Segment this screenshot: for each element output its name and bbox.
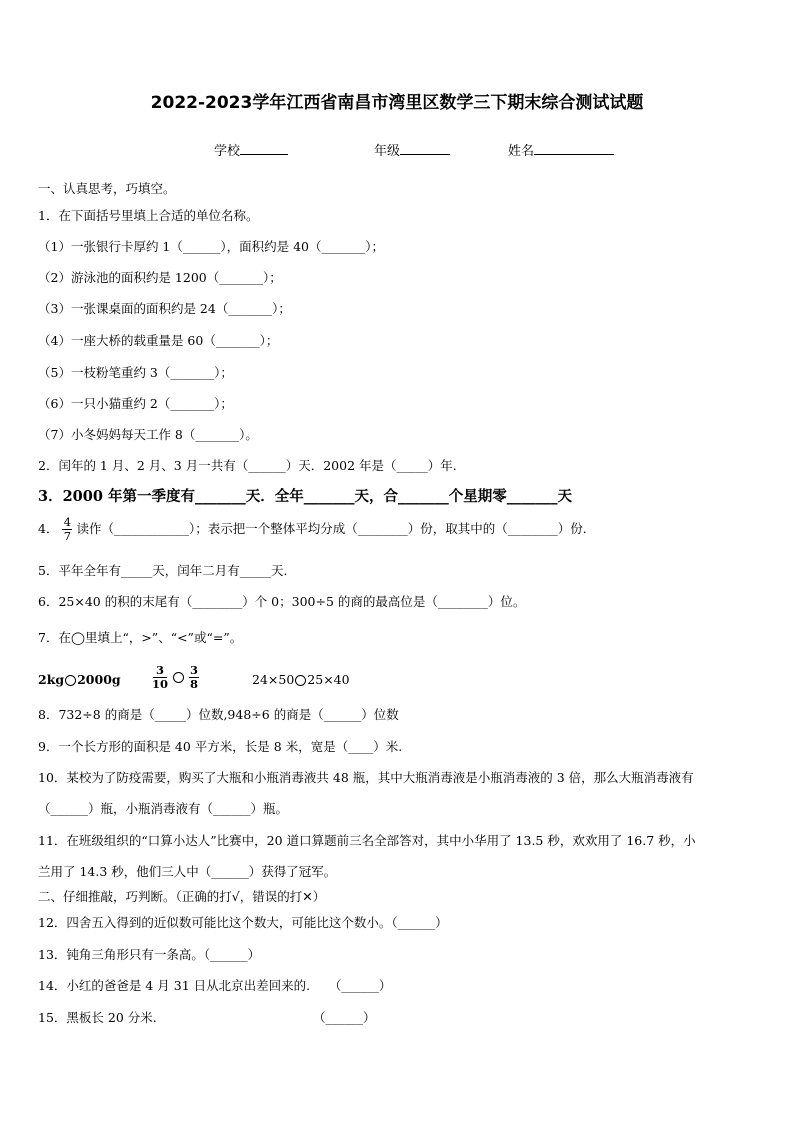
question-1-item: （2）游泳池的面积约是 1200（_______）； <box>38 270 282 285</box>
fraction-3-8 <box>189 664 199 691</box>
fraction-numerator: 4 <box>63 515 72 529</box>
answer-circle[interactable] <box>295 675 306 686</box>
answer-circle[interactable] <box>173 672 184 683</box>
fraction-3-10 <box>152 664 168 691</box>
question-1-item: （6）一只小猫重约 2（_______）； <box>38 396 233 411</box>
section-1-heading: 一、认真思考，巧填空。 <box>38 181 176 196</box>
question-14: 14．小红的爸爸是 4 月 31 日从北京出差回来的. （______） <box>38 978 392 993</box>
answer-circle[interactable] <box>65 675 76 686</box>
question-7-stem: 7．在◯里填上“，>”、“<”或“=”。 <box>38 630 243 645</box>
question-6: 6．25×40 的积的末尾有（________）个 0；300÷5 的商的最高位是（________）位。 <box>38 594 526 609</box>
compare-fraction <box>148 664 203 691</box>
grade-label: 年级 <box>374 144 401 159</box>
grade-field[interactable] <box>374 140 450 159</box>
question-12: 12．四舍五入得到的近似数可能比这个数大，可能比这个数小。（______） <box>38 915 448 930</box>
section-2-heading: 二、仔细推敲，巧判断。（正确的打√，错误的打✕） <box>38 889 326 904</box>
compare-mass <box>38 672 121 687</box>
page-title: 2022-2023学年江西省南昌市湾里区数学三下期末综合测试试题 <box>150 93 644 113</box>
compare-product <box>252 672 350 687</box>
question-11-line-1: 11．在班级组织的“口算小达人”比赛中，20 道口算题前三名全部答对，其中小华用了 13.5 秒，欢欢用了 16.7 秒，小 <box>38 833 696 848</box>
grade-blank[interactable] <box>400 142 450 155</box>
question-4 <box>38 516 595 543</box>
question-1-item: （3）一张课桌面的面积约是 24（_______）； <box>38 301 291 316</box>
name-label: 姓名 <box>508 144 535 159</box>
fraction-numerator: 3 <box>156 663 165 677</box>
question-10-line-1: 10．某校为了防疫需要，购买了大瓶和小瓶消毒液共 48 瓶，其中大瓶消毒液是小瓶消毒液的 3 倍，那么大瓶消毒液有 <box>38 770 694 785</box>
question-5: 5．平年全年有_____天，闰年二月有_____天． <box>38 563 296 578</box>
question-1-item: （1）一张银行卡厚约 1（______），面积约是 40（_______）； <box>38 239 385 254</box>
compare-right: 2000g <box>77 672 121 687</box>
question-1-item: （7）小冬妈妈每天工作 8（_______）。 <box>38 427 258 442</box>
question-1-item: （5）一枝粉笔重约 3（_______）； <box>38 365 233 380</box>
question-15: 15．黑板长 20 分米. （______） <box>38 1010 376 1025</box>
question-2: 2．闰年的 1 月、2 月、3 月一共有（______）天．2002 年是（_____）年． <box>38 458 466 473</box>
school-label: 学校 <box>214 144 241 159</box>
school-field[interactable] <box>214 140 288 159</box>
fraction-denominator: 7 <box>63 529 72 543</box>
question-13: 13．钝角三角形只有一条高。（______） <box>38 947 261 962</box>
fraction-denominator: 10 <box>152 677 169 691</box>
name-field[interactable] <box>508 140 614 159</box>
fraction-numerator: 3 <box>190 663 199 677</box>
fraction-denominator: 8 <box>190 677 199 691</box>
school-blank[interactable] <box>240 142 288 155</box>
fraction-4-7 <box>62 516 72 543</box>
question-10-line-2: （______）瓶，小瓶消毒液有（______）瓶。 <box>38 801 289 816</box>
question-11-line-2: 兰用了 14.3 秒，他们三人中（______）获得了冠军。 <box>38 864 337 879</box>
question-4-number: 4． <box>38 521 59 536</box>
name-blank[interactable] <box>534 142 614 155</box>
compare-right: 25×40 <box>307 672 350 687</box>
compare-left: 24×50 <box>252 672 295 687</box>
question-8: 8．732÷8 的商是（_____）位数,948÷6 的商是（______）位数 <box>38 707 399 722</box>
question-9: 9．一个长方形的面积是 40 平方米，长是 8 米，宽是（____）米. <box>38 739 403 754</box>
question-1-item: （4）一座大桥的载重量是 60（_______）； <box>38 333 279 348</box>
question-1-stem: 1．在下面括号里填上合适的单位名称。 <box>38 208 259 223</box>
question-3: 3．2000 年第一季度有_______天．全年_______天，合_______个星期零_______天 <box>38 488 572 505</box>
question-4-text: 读作（____________）；表示把一个整体平均分成（________）份，取其中的（________）份． <box>76 521 596 536</box>
compare-left: 2kg <box>38 672 65 687</box>
